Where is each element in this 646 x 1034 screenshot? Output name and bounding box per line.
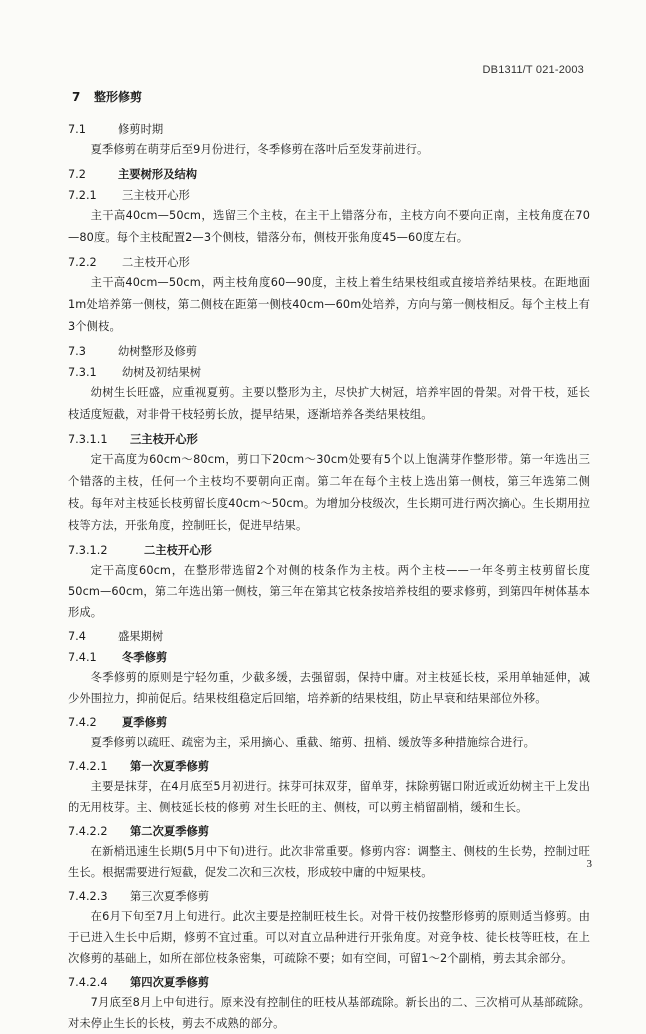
subsection-heading bbox=[68, 542, 590, 558]
paragraph: 7月底至8月上中旬进行。原来没有控制住的旺枝从基部疏除。新长出的二、三次梢可从基部疏除。对未停止生长的长枝，剪去不成熟的部分。 bbox=[68, 996, 590, 1030]
section-heading bbox=[72, 88, 590, 105]
subsection-heading bbox=[68, 628, 590, 644]
section-number: 7 bbox=[72, 90, 81, 104]
paragraph: 定干高度60cm，在整形带选留2个对侧的枝条作为主枝。两个主枝——一年冬剪主枝剪留长度50cm—60cm，第二年选出第一侧枝，第三年在第其它枝条按培养枝组的要求修剪，到第四年树体基本形成。 bbox=[68, 564, 590, 619]
paragraph: 夏季修剪以疏旺、疏密为主，采用摘心、重截、缩剪、扭梢、缓放等多种措施综合进行。 bbox=[90, 736, 536, 749]
subsection-heading bbox=[68, 121, 590, 137]
subsection-number: 7.4.1 bbox=[68, 651, 97, 664]
subsection-number: 7.3 bbox=[68, 345, 86, 358]
paragraph: 主要是抹芽，在4月底至5月初进行。抹芽可抹双芽，留单芽，抹除剪锯口附近或近幼树主干上发出的无用枝芽。主、侧枝延长枝的修剪 对生长旺的主、侧枝，可以剪主梢留副梢，缓和生长。 bbox=[68, 780, 590, 814]
paragraph: 主干高40cm—50cm，两主枝角度60—90度，主枝上着生结果枝组或直接培养结果枝。在距地面1m处培养第一侧枝，第二侧枝在距第一侧枝40cm—60m处培养，方向与第一侧枝相反。每个主枝上有3个侧枝。 bbox=[68, 276, 590, 333]
subsection-number: 7.4.2.2 bbox=[68, 825, 108, 838]
subsection-heading bbox=[68, 649, 590, 665]
subsection-number: 7.3.1 bbox=[68, 366, 97, 379]
subsection-heading bbox=[68, 888, 590, 904]
subsection-heading bbox=[68, 714, 590, 730]
subsection-title: 二主枝开心形 bbox=[122, 256, 190, 269]
subsection-number: 7.1 bbox=[68, 123, 86, 136]
subsection-title: 夏季修剪 bbox=[122, 716, 168, 729]
paragraph: 夏季修剪在萌芽后至9月份进行，冬季修剪在落叶后至发芽前进行。 bbox=[90, 143, 429, 156]
subsection-heading bbox=[68, 974, 590, 990]
subsection-title: 三主枝开心形 bbox=[130, 433, 198, 446]
subsection-heading bbox=[68, 758, 590, 774]
subsection-number: 7.2.2 bbox=[68, 256, 97, 269]
subsection-heading bbox=[68, 166, 590, 182]
subsection-number: 7.4.2 bbox=[68, 716, 97, 729]
subsection-number: 7.4.2.3 bbox=[68, 890, 108, 903]
document-id: DB1311/T 021-2003 bbox=[482, 64, 584, 76]
subsection-heading bbox=[68, 343, 590, 359]
paragraph: 在新梢迅速生长期(5月中下旬)进行。此次非常重要。修剪内容：调整主、侧枝的生长势，控制过旺生长。根据需要进行短截，促发二次和三次枝，形成较中庸的中短果枝。 bbox=[68, 845, 590, 879]
subsection-title: 第四次夏季修剪 bbox=[130, 976, 210, 989]
subsection-title: 盛果期树 bbox=[118, 630, 164, 643]
paragraph: 在6月下旬至7月上旬进行。此次主要是控制旺枝生长。对骨干枝仍按整形修剪的原则适当修剪。由于已进入生长中后期，修剪不宜过重。可以对直立品种进行开张角度。对竞争枝、徒长枝等旺枝，在上次修剪的基础上，如所在部位枝条密集，可疏除不要；如有空间，可留1～2个副梢，剪去其余部分。 bbox=[68, 910, 590, 965]
subsection-heading bbox=[68, 254, 590, 270]
page-number: 3 bbox=[586, 858, 592, 870]
subsection-number: 7.4.2.4 bbox=[68, 976, 108, 989]
paragraph: 冬季修剪的原则是宁轻勿重，少截多缓，去强留弱，保持中庸。对主枝延长枝，采用单轴延伸，减少外围拉力，抑前促后。结果枝组稳定后回缩，培养新的结果枝组，防止早衰和结果部位外移。 bbox=[68, 671, 590, 705]
subsection-title: 冬季修剪 bbox=[122, 651, 168, 664]
paragraph: 主干高40cm—50cm，选留三个主枝，在主干上错落分布，主枝方向不要向正南，主枝角度在70—80度。每个主枝配置2—3个侧枝，错落分布，侧枝开张角度45—60度左右。 bbox=[68, 209, 590, 244]
subsection-title: 第一次夏季修剪 bbox=[130, 760, 210, 773]
subsection-number: 7.3.1.2 bbox=[68, 544, 108, 557]
paragraph: 幼树生长旺盛，应重视夏剪。主要以整形为主，尽快扩大树冠，培养牢固的骨架。对骨干枝，延长枝适度短截，对非骨干枝轻剪长放，提早结果，逐渐培养各类结果枝组。 bbox=[68, 386, 590, 421]
subsection-title: 第二次夏季修剪 bbox=[130, 825, 210, 838]
subsection-heading bbox=[68, 823, 590, 839]
subsection-number: 7.2.1 bbox=[68, 189, 97, 202]
subsection-title: 主要树形及结构 bbox=[118, 168, 198, 181]
subsection-title: 幼树及初结果树 bbox=[122, 366, 202, 379]
subsection-heading bbox=[68, 364, 590, 380]
subsection-number: 7.3.1.1 bbox=[68, 433, 108, 446]
section-title: 整形修剪 bbox=[94, 90, 143, 104]
subsection-title: 第三次夏季修剪 bbox=[130, 890, 210, 903]
paragraph: 定干高度为60cm～80cm，剪口下20cm～30cm处要有5个以上饱满芽作整形带。第一年选出三个错落的主枝，任何一个主枝均不要朝向正南。第二年在每个主枝上选出第一侧枝，第三年选第二侧枝。每年对主枝延长枝剪留长度40cm～50cm。为增加分枝级次，生长期可进行两次摘心。生长期用拉枝等方法，开张角度，控制旺长，促进早结果。 bbox=[68, 453, 590, 532]
subsection-number: 7.4 bbox=[68, 630, 86, 643]
subsection-title: 幼树整形及修剪 bbox=[118, 345, 198, 358]
subsection-number: 7.2 bbox=[68, 168, 86, 181]
subsection-number: 7.4.2.1 bbox=[68, 760, 108, 773]
subsection-title: 二主枝开心形 bbox=[144, 544, 212, 557]
subsection-heading bbox=[68, 431, 590, 447]
subsection-title: 三主枝开心形 bbox=[122, 189, 190, 202]
subsection-heading bbox=[68, 187, 590, 203]
document-body bbox=[68, 88, 590, 1034]
subsection-title: 修剪时期 bbox=[118, 123, 164, 136]
